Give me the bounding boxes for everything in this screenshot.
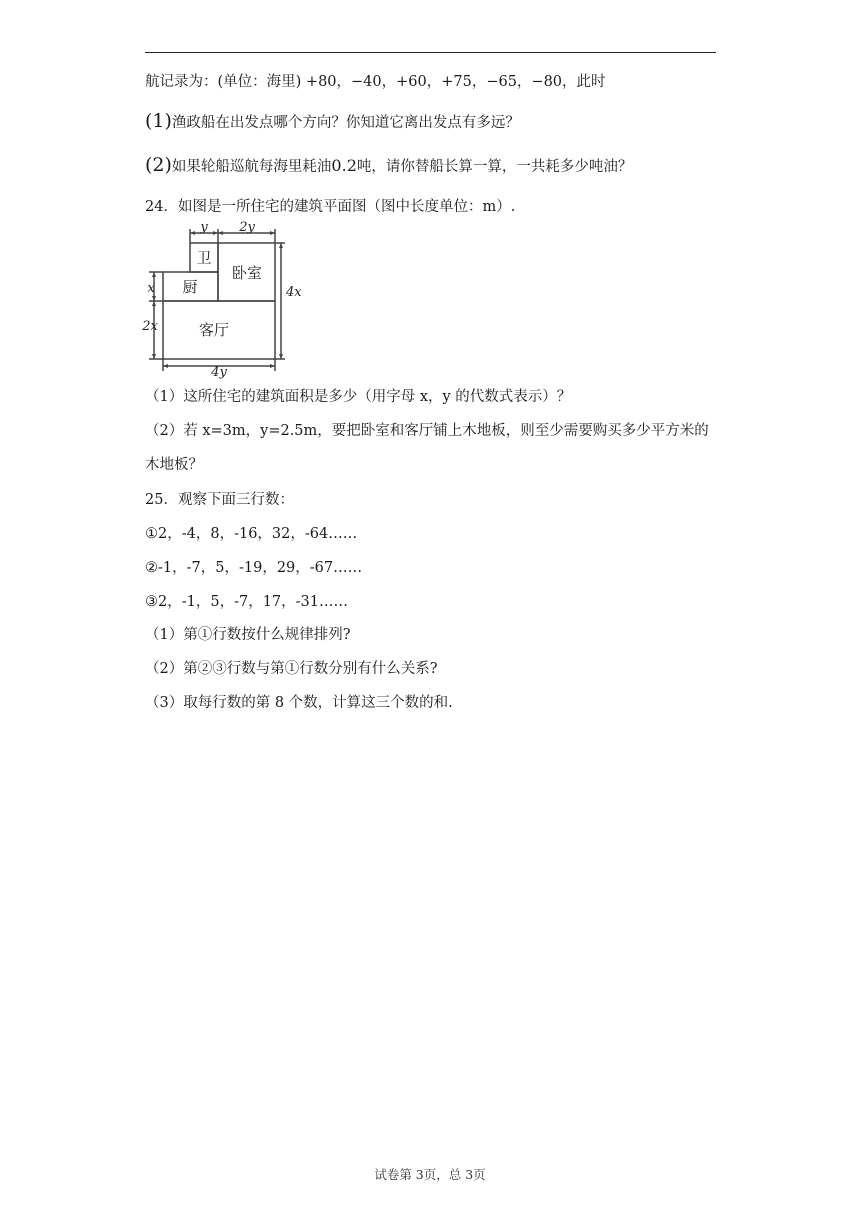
dim-bottom-4y: 4y bbox=[211, 365, 227, 380]
q23-part1-text: 渔政船在出发点哪个方向？你知道它离出发点有多远？ bbox=[171, 115, 520, 131]
q25-sub2: （2）第②③行数与第①行数分别有什么关系? bbox=[145, 661, 438, 677]
q24-sub2-line1: （2）若 x=3m，y=2.5m，要把卧室和客厅铺上木地板，则至少需要购买多少平方米的 bbox=[145, 423, 709, 439]
header-rule bbox=[145, 52, 716, 53]
dim-top-y: y bbox=[200, 220, 208, 235]
room-kitchen-label: 厨 bbox=[182, 278, 198, 296]
q23-record-line: 航记录为：(单位：海里) +80，−40，+60，+75，−65，−80，此时 bbox=[145, 74, 606, 90]
q24-title: 24．如图是一所住宅的建筑平面图（图中长度单位：m）. bbox=[145, 199, 516, 215]
q25-title: 25．观察下面三行数： bbox=[145, 492, 294, 508]
q25-row3: ③2，-1，5，-7，17，-31…… bbox=[145, 594, 348, 610]
q23-part2-value: 0.2 bbox=[331, 156, 357, 175]
q23-part2 bbox=[145, 155, 632, 177]
q25-row2: ②-1，-7，5，-19，29，-67…… bbox=[145, 560, 363, 576]
room-living-label: 客厅 bbox=[198, 321, 230, 339]
q23-part2-text-a: 如果轮船巡航每海里耗油 bbox=[171, 159, 332, 175]
dim-right-4x: 4x bbox=[286, 285, 302, 300]
dim-left-2x: 2x bbox=[142, 319, 158, 334]
q23-part1-number: (1) bbox=[145, 110, 172, 132]
q23-part2-text-b: 吨，请你替船长算一算，一共耗多少吨油？ bbox=[356, 159, 633, 175]
page-footer: 试卷第 3页，总 3页 bbox=[374, 1167, 486, 1182]
q24-sub1: （1）这所住宅的建筑面积是多少（用字母 x，y 的代数式表示）？ bbox=[145, 389, 572, 405]
floor-plan-svg bbox=[142, 220, 302, 380]
q25-sub3: （3）取每行数的第 8 个数，计算这三个数的和. bbox=[145, 695, 453, 711]
q25-row1: ①2，-4，8，-16，32，-64…… bbox=[145, 526, 358, 542]
q23-part2-number: (2) bbox=[145, 154, 172, 176]
dim-left-x: x bbox=[147, 281, 155, 296]
q23-part1 bbox=[145, 111, 520, 133]
q24-sub2-line2: 木地板？ bbox=[145, 457, 203, 473]
room-bedroom-label: 卧室 bbox=[231, 264, 263, 282]
q25-sub1: （1）第①行数按什么规律排列? bbox=[145, 627, 351, 643]
floor-plan-figure bbox=[142, 220, 302, 380]
room-bath-label: 卫 bbox=[196, 249, 212, 267]
dim-top-2y: 2y bbox=[239, 220, 255, 235]
